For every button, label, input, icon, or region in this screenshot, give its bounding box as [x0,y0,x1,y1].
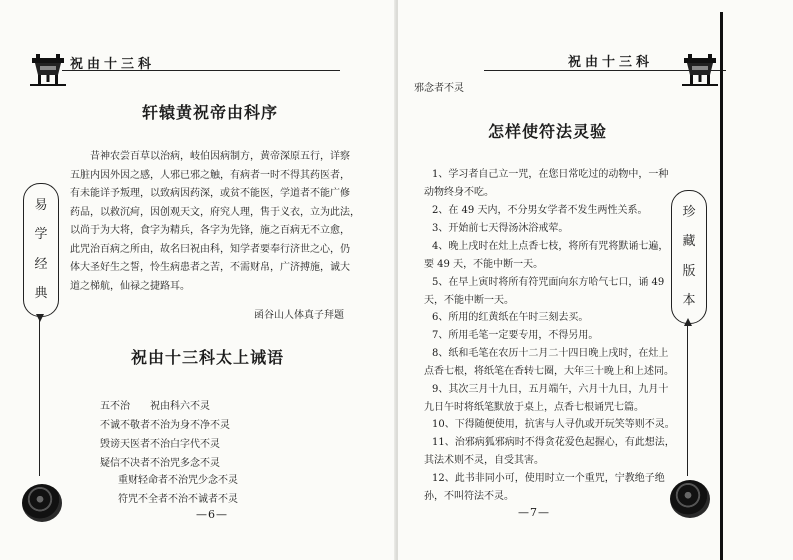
arrow-up-icon [36,314,44,322]
ding-vessel-icon [680,48,720,88]
list-item: 2、在 49 天内，不分男女学者不发生两性关系。 [432,205,648,216]
preface-line: 五脏内因外因之感，人邪已邪之触，有病者一时不得其药医者， [70,169,350,181]
running-header: 祝由十三科 [70,57,156,72]
list-item: 6、所用的红黄纸在午时三刻去买。 [432,312,589,323]
running-header: 祝由十三科 [568,55,654,70]
list-item: 7、所用毛笔一定要专用，不得另用。 [432,330,599,341]
side-tab-char: 学 [34,227,48,243]
motto-line: 重财轻命者不治咒少念不灵 [118,475,238,486]
motto-line: 符咒不全者不治不诚者不灵 [118,494,238,505]
round-ornament-icon [22,484,62,522]
motto-line: 毁谤天医者不治白字代不灵 [100,439,220,450]
side-tab-char: 本 [682,292,696,308]
preface-line: 昔神农尝百草以治病，岐伯因病制方，黄帝深原五行，详察 [90,151,350,162]
side-tab-category [23,183,59,317]
list-item: 12、此书非同小可，使用时立一个重咒，宁教绝子绝孙，不叫符法不灵。 [424,473,665,502]
preface-line: 体大圣好生之誓，怜生病患者之苦，不需财帛，广济搏施，诚大 [70,262,350,273]
page-number: —6— [196,508,228,521]
side-tab-char: 珍 [682,205,696,221]
list-item: 9、其次三月十九日，五月端午，六月十九日，九月十九日午时将纸笔默放于桌上，点香七根诵咒七篇。 [424,384,669,413]
preface-line: 以尚于为大将，食字为精兵，各字为先锋，施之百病无不立愈， [70,225,350,236]
preface-title: 轩辕黄祝帝由科序 [142,103,279,122]
list-item: 1、学习者自己立一咒，在您日常吃过的动物中，一种动物终身不吃。 [424,169,669,198]
list-item: 10、下得随便使用，抗害与人寻仇或开玩笑等则不灵。 [432,419,675,430]
page-number: —7— [518,506,550,519]
page-edge-shadow [720,12,723,560]
side-tab-char: 藏 [682,234,696,250]
list-item: 11、治邪病狐邪病时不得贪花爱色起握心，有此想法，其法术则不灵，自受其害。 [424,437,675,466]
side-tab-char: 版 [682,263,696,279]
side-tab-char: 经 [34,256,48,272]
motto-title: 祝由十三科太上诫语 [131,348,285,367]
top-note: 邪念者不灵 [414,83,464,94]
preface-line: 道之梯航，仙禄之捷路耳。 [70,280,190,292]
motto-line: 不诚不敬者不治为身不净不灵 [100,420,230,431]
preface-body [70,148,362,296]
side-rule [687,324,688,476]
preface-line: 有未能详予叛理，以致病因药深，或贫不能医，学道者不能广修 [70,188,350,199]
preface-line: 此咒治百病之所由，故名曰祝由科，知学者要奉行济世之心，仍 [70,243,350,255]
motto-line: 疑信不决者不治咒多念不灵 [100,458,220,469]
list-item: 4、晚上戌时在灶上点香七枝，将所有咒将默诵七遍，要 49 天，不能中断一天。 [424,241,669,270]
page-title: 怎样使符法灵验 [488,122,608,141]
side-tab-char: 典 [34,285,48,301]
right-page [398,0,793,560]
list-item: 8、纸和毛笔在农历十二月二十四日晚上戌时，在灶上点香七根，将纸笔在香转七圈，大年三十晚上和上述同。 [424,348,674,377]
preface-signature: 函谷山人体真子拜题 [254,310,344,321]
list-item: 3、开始前七天得汤沐浴戒荤。 [432,223,569,234]
list-item: 5、在早上寅时将所有符咒面向东方哈气七口，诵 49 天，不能中断一天。 [424,277,665,306]
side-rule [39,318,40,476]
preface-line: 药品，以救沉疴，因创观天文，府究人理，售于义衣，立为此法， [70,206,360,218]
side-tab-char: 易 [34,198,48,214]
ding-vessel-icon [28,48,68,88]
side-tab-category [671,190,707,324]
round-ornament-icon [670,480,710,518]
motto-line: 五不治 祝由科六不灵 [100,401,210,412]
